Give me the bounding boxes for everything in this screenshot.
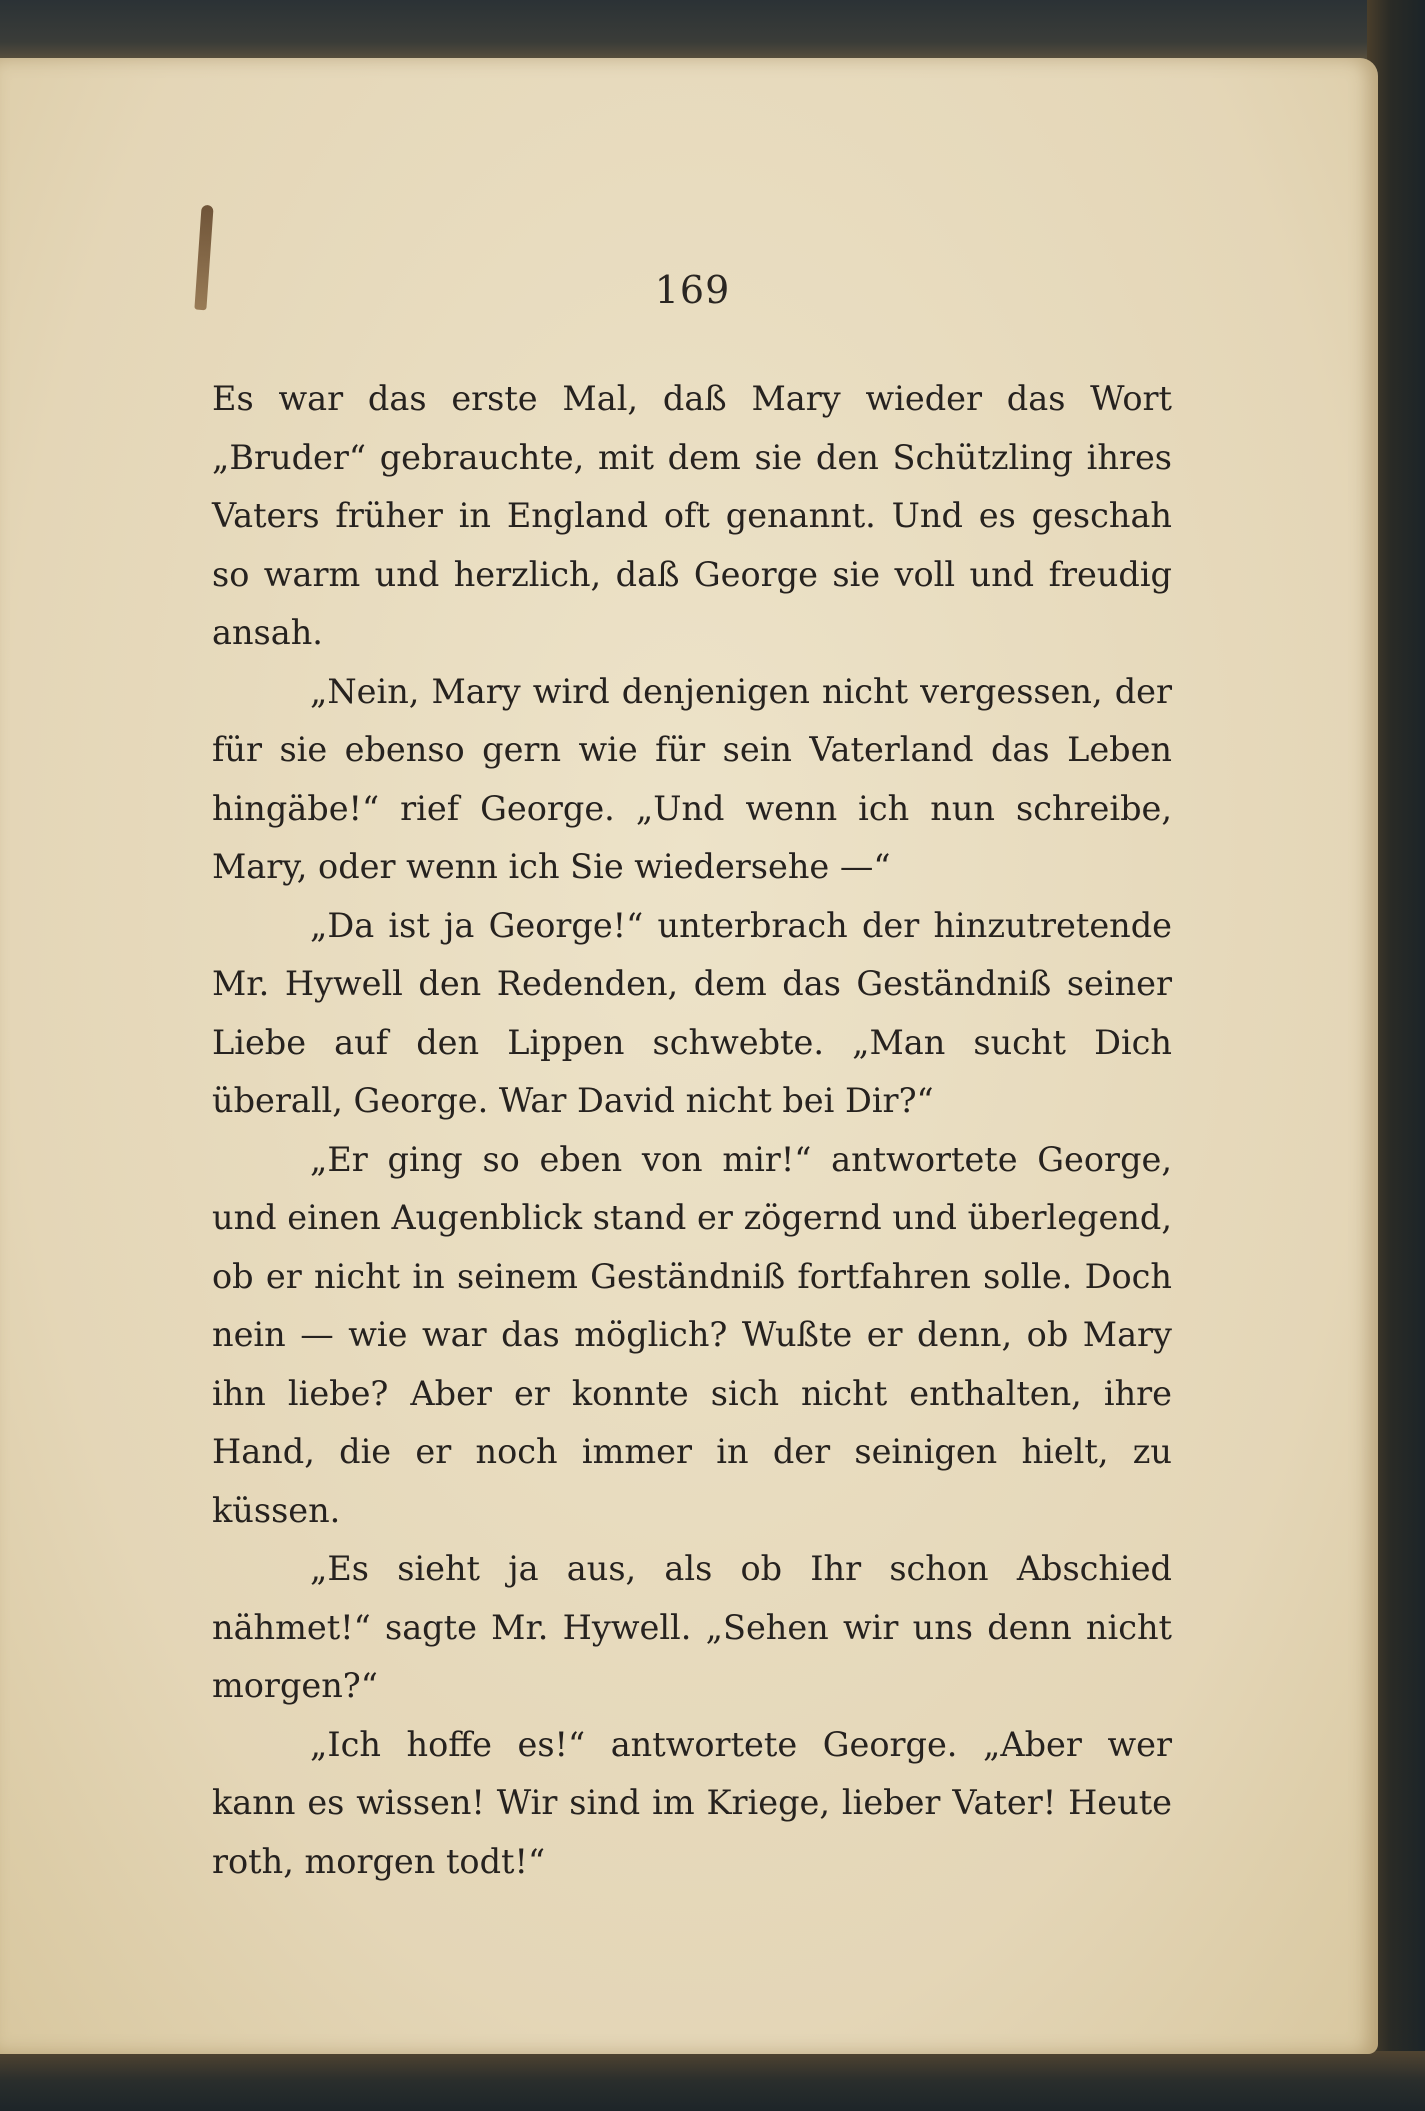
paragraph-1: Es war das erste Mal, daß Mary wieder das Wort „Bruder“ gebrauchte, mit dem sie den Schützling ihres Vaters früher in England oft genannt. Und es geschah so warm und herzlich, daß George sie voll und freudig ansah. xyxy=(212,379,1172,652)
paragraph-5: „Es sieht ja aus, als ob Ihr schon Abschied nähmet!“ sagte Mr. Hywell. „Sehen wir uns denn nicht morgen?“ xyxy=(212,1549,1172,1705)
paragraph-6: „Ich hoffe es!“ antwortete George. „Aber wer kann es wissen! Wir sind im Kriege, lieber Vater! Heute roth, morgen todt!“ xyxy=(212,1724,1172,1881)
body-text xyxy=(212,370,1172,1891)
paragraph-3: „Da ist ja George!“ unterbrach der hinzutretende Mr. Hywell den Redenden, dem das Geständniß seiner Liebe auf den Lippen schwebte. „Man sucht Dich überall, George. War David nicht bei Dir?“ xyxy=(212,905,1172,1120)
book-cover-bottom xyxy=(0,2051,1425,2111)
paragraph-4: „Er ging so eben von mir!“ antwortete George, und einen Augenblick stand er zögernd und überlegend, ob er nicht in seinem Geständniß fortfahren solle. Doch nein — wie war das möglich? Wußte er denn, ob Mary ihn liebe? Aber er konnte sich nicht enthalten, ihre Hand, die er noch immer in der seinigen hielt, zu küssen. xyxy=(212,1139,1172,1530)
paragraph-2: „Nein, Mary wird denjenigen nicht vergessen, der für sie ebenso gern wie für sein Vaterland das Leben hingäbe!“ rief George. „Und wenn ich nun schreibe, Mary, oder wenn ich Sie wiedersehe —“ xyxy=(212,671,1172,886)
page-number: 169 xyxy=(654,268,731,312)
